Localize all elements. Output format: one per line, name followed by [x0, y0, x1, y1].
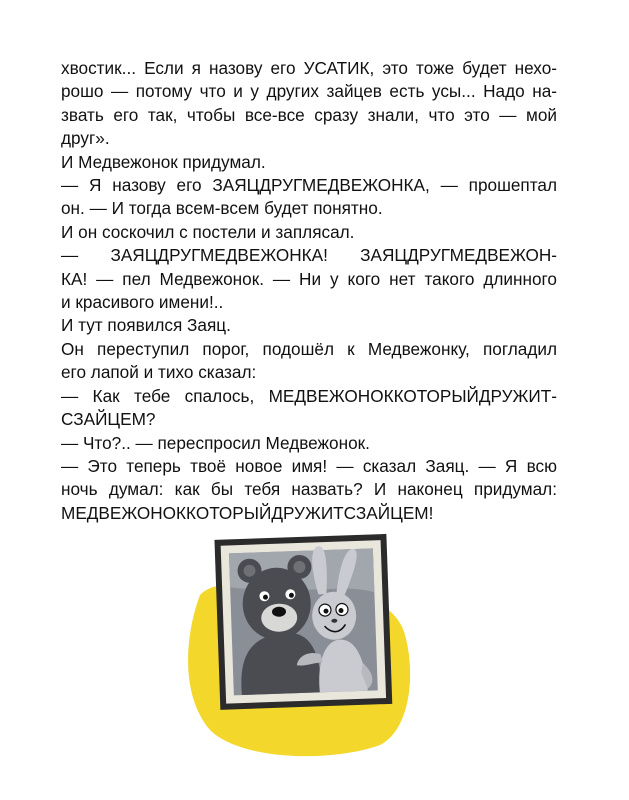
text-line: звать его так, чтобы все-все сразу знали, что это — мой: [61, 104, 557, 125]
text-line: СЗАЙЦЕМ?: [61, 409, 156, 430]
text-line: его лапой и тихо сказал:: [61, 362, 257, 383]
text-line: — Что?.. — переспросил Медвежонок.: [61, 432, 370, 453]
text-line: КА! — пел Медвежонок. — Ни у кого нет такого длинного: [61, 268, 557, 289]
text-line: И тут появился Заяц.: [61, 315, 231, 336]
text-line: ночь думал: как бы тебя назвать? И наконец придумал:: [61, 479, 557, 500]
text-line: хвостик... Если я назову его УСАТИК, это тоже будет нехо-: [61, 58, 557, 78]
text-line: он. — И тогда всем-всем будет понятно.: [61, 198, 383, 219]
text-line: — ЗАЯЦДРУГМЕДВЕЖОНКА! ЗАЯЦДРУГМЕДВЕЖОН-: [61, 245, 557, 266]
text-line: Он переступил порог, подошёл к Медвежонку, погладил: [61, 338, 557, 359]
text-line: И Медвежонок придумал.: [61, 151, 266, 172]
text-line: друг».: [61, 128, 110, 149]
text-line: — Это теперь твоё новое имя! — сказал Заяц. — Я всю: [61, 455, 557, 476]
text-line: рошо — потому что и у других зайцев есть усы... Надо на-: [61, 81, 557, 102]
text-line: и красивого имени!..: [61, 292, 224, 313]
bear-and-hare-portrait-icon: [180, 525, 420, 765]
text-line: И он соскочил с постели и заплясал.: [61, 221, 355, 242]
text-line: МЕДВЕЖОНОККОТОРЫЙДРУЖИТСЗАЙЦЕМ!: [61, 502, 434, 523]
story-text: [61, 57, 557, 525]
text-line: — Как тебе спалось, МЕДВЕЖОНОККОТОРЫЙДРУЖИТ-: [61, 385, 557, 406]
text-line: — Я назову его ЗАЯЦДРУГМЕДВЕЖОНКА, — прошептал: [61, 175, 557, 196]
